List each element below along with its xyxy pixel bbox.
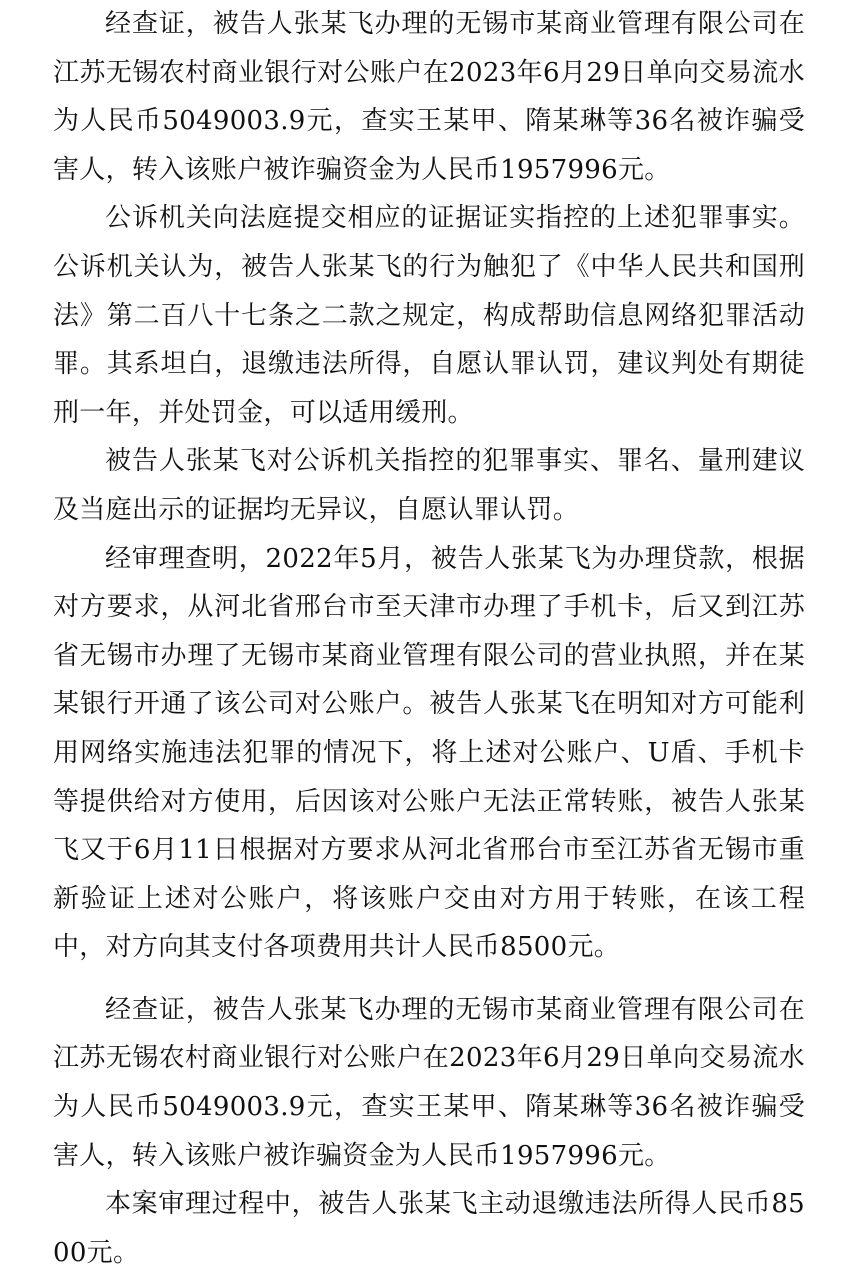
document-page <box>53 0 805 1277</box>
paragraph-illegal-gains-returned: 本案审理过程中，被告人张某飞主动退缴违法所得人民币8500元。 <box>53 1189 805 1268</box>
paragraph-evidence-verification: 经查证，被告人张某飞办理的无锡市某商业管理有限公司在江苏无锡农村商业银行对公账户在2023年6月29日单向交易流水为人民币5049003.9元，查实王某甲、隋某琳等36名被诈骗受害人，转入该账户被诈骗资金为人民币1957996元。 <box>53 9 805 185</box>
paragraph-defendant-plea: 被告人张某飞对公诉机关指控的犯罪事实、罪名、量刑建议及当庭出示的证据均无异议，自愿认罪认罚。 <box>53 446 805 525</box>
paragraph-gap <box>53 972 805 986</box>
paragraph-evidence-verification-repeat: 经查证，被告人张某飞办理的无锡市某商业管理有限公司在江苏无锡农村商业银行对公账户在2023年6月29日单向交易流水为人民币5049003.9元，查实王某甲、隋某琳等36名被诈骗受害人，转入该账户被诈骗资金为人民币1957996元。 <box>53 994 805 1171</box>
paragraph-trial-findings: 经审理查明，2022年5月，被告人张某飞为办理贷款，根据对方要求，从河北省邢台市至天津市办理了手机卡，后又到江苏省无锡市办理了无锡市某商业管理有限公司的营业执照，并在某某银行开通了该公司对公账户。被告人张某飞在明知对方可能利用网络实施违法犯罪的情况下，将上述对公账户、U盾、手机卡等提供给对方使用，后因该对公账户无法正常转账，被告人张某飞又于6月11日根据对方要求从河北省邢台市至江苏省无锡市重新验证上述对公账户，将该账户交由对方用于转账，在该工程中，对方向其支付各项费用共计人民币8500元。 <box>53 543 805 963</box>
paragraph-prosecution-opinion: 公诉机关向法庭提交相应的证据证实指控的上述犯罪事实。公诉机关认为，被告人张某飞的行为触犯了《中华人民共和国刑法》第二百八十七条之二款之规定，构成帮助信息网络犯罪活动罪。其系坦白，退缴违法所得，自愿认罪认罚，建议判处有期徒刑一年，并处罚金，可以适用缓刑。 <box>53 203 805 428</box>
